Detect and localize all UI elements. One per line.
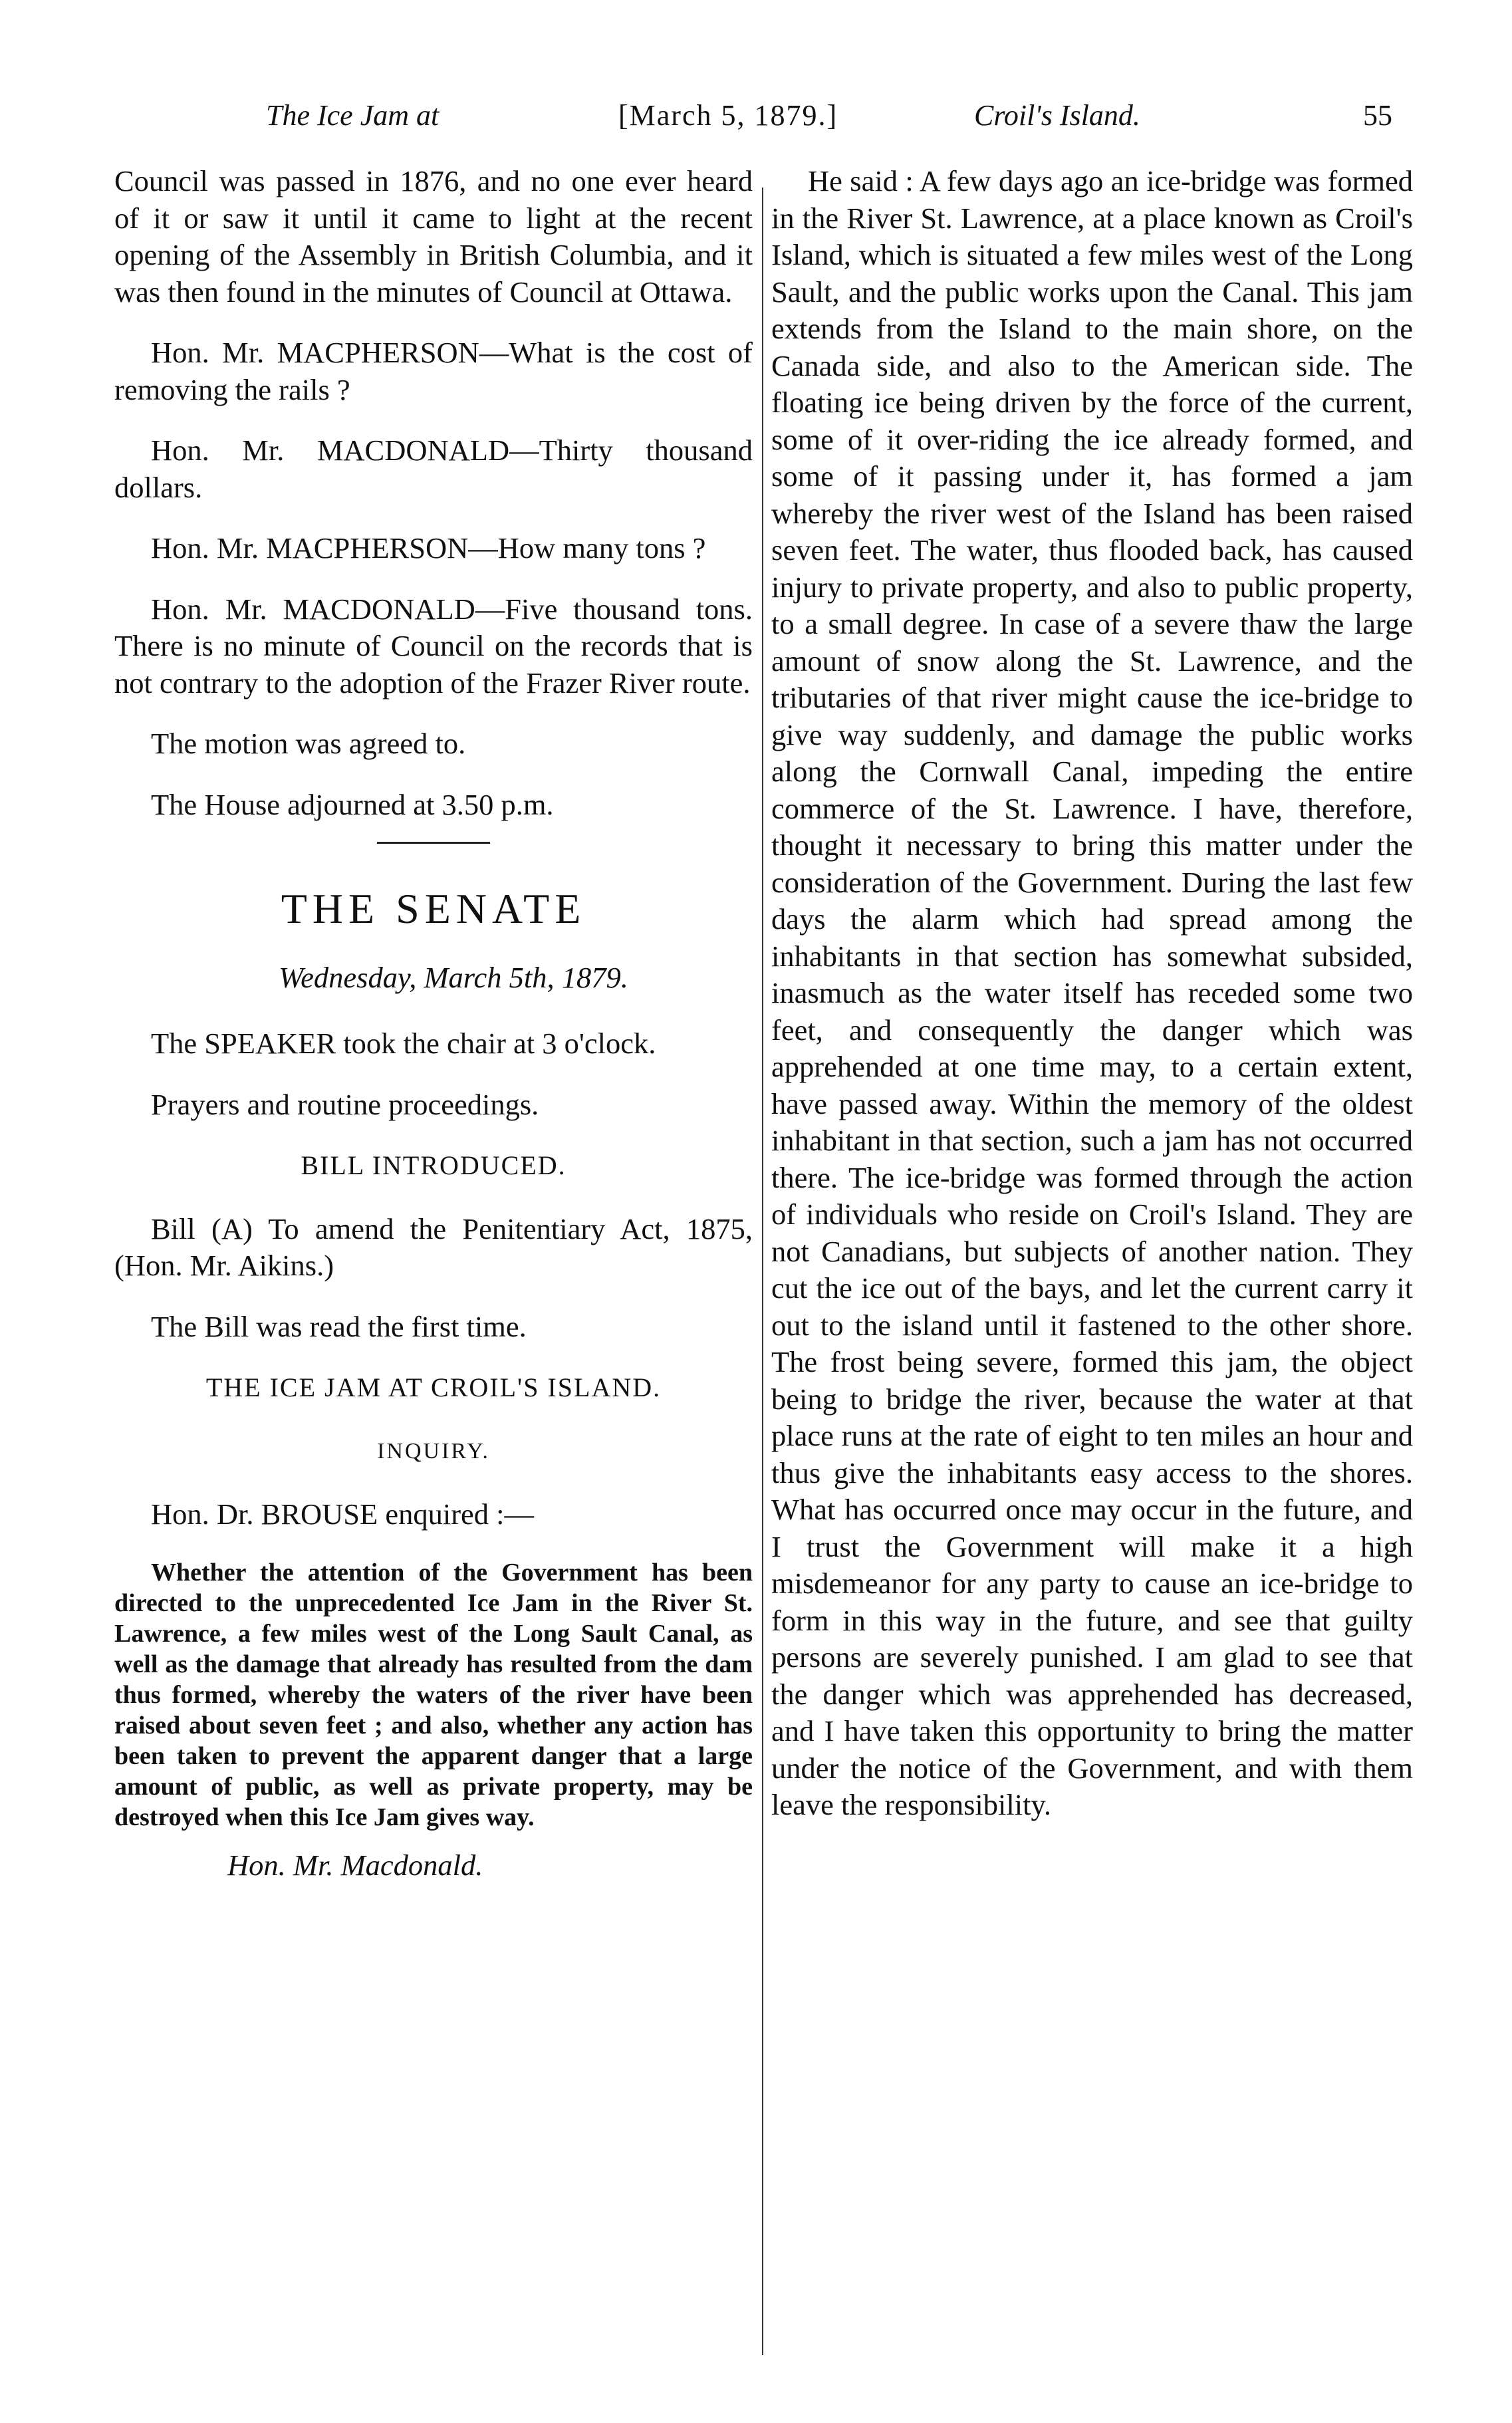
section-title: THE SENATE	[281, 885, 586, 932]
section-separator	[377, 842, 490, 844]
subsection-heading: THE ICE JAM AT CROIL'S ISLAND.	[205, 1372, 662, 1402]
paragraph: Hon. Mr. MACDONALD—Thirty thousand dollars.	[114, 434, 753, 504]
subsection-heading: BILL INTRODUCED.	[301, 1150, 567, 1180]
header-right: Croil's Island.	[974, 99, 1140, 132]
header-left: The Ice Jam at	[266, 99, 440, 132]
header-date: [March 5, 1879.]	[618, 99, 838, 132]
paragraph: The House adjourned at 3.50 p.m.	[151, 787, 554, 821]
inquiry-heading: INQUIRY.	[377, 1438, 490, 1464]
paragraph: The Bill was read the first time.	[151, 1309, 527, 1343]
paragraph: Hon. Mr. MACDONALD—Five thousand tons. There is no minute of Council on the records that is not contrary to the adoption of the Frazer River route.	[114, 592, 753, 700]
page-number: 55	[1363, 99, 1392, 132]
paragraph: Council was passed in 1876, and no one ever heard of it or saw it until it came to light at the recent opening of the Assembly in British Columbia, and it was then found in the minutes of Council at Ottawa.	[114, 164, 753, 309]
session-date: Wednesday, March 5th, 1879.	[279, 960, 628, 994]
inquiry-text: Whether the attention of the Government has been directed to the unprecedented Ice Jam in the River St. Lawrence, a few miles west of the Long Sault Canal, as well as the damage that already has resulted from the dam thus formed, whereby the waters of the river have been raised about seven feet ; and also, whether any action has been taken to prevent the apparent danger that a large amount of public, as well as private property, may be destroyed when this Ice Jam gives way.	[114, 1558, 753, 1831]
speaker-attribution: Hon. Mr. Macdonald.	[227, 1848, 483, 1882]
running-header	[113, 98, 1416, 138]
paragraph: Hon. Mr. MACPHERSON—How many tons ?	[151, 531, 706, 565]
paragraph: Hon. Dr. BROUSE enquired :—	[151, 1497, 535, 1531]
left-column	[114, 163, 753, 1884]
paragraph: Hon. Mr. MACPHERSON—What is the cost of removing the rails ?	[114, 336, 753, 406]
column-divider	[762, 188, 763, 2355]
right-column	[771, 163, 1413, 1824]
paragraph: Bill (A) To amend the Penitentiary Act, 1875, (Hon. Mr. Aikins.)	[114, 1212, 753, 1282]
speech-text: He said : A few days ago an ice-bridge was formed in the River St. Lawrence, at a place known as Croil's Island, which is situated a few miles west of the Long Sault, and the public works upon the Canal. This jam extends from the Island to the main shore, on the Canada side, and also to the American side. The floating ice being driven by the force of the current, some of it over-riding the ice already formed, and some of it passing under it, has formed a jam whereby the river west of the Island has been raised seven feet. The water, thus flooded back, has caused injury to private property, and also to public property, to a small degree. In case of a severe thaw the large amount of snow along the St. Lawrence, and the tributaries of that river might cause the ice-bridge to give way suddenly, and damage the public works along the Cornwall Canal, impeding the entire commerce of the St. Lawrence. I have, therefore, thought it necessary to bring this matter under the consideration of the Government. During the last few days the alarm which had spread among the inhabitants in that section has somewhat subsided, inasmuch as the water itself has receded some two feet, and consequently the danger which was apprehended at one time may, to a certain extent, have passed away. Within the memory of the oldest inhabitant in that section, such a jam has not occurred there. The ice-bridge was formed through the action of individuals who reside on Croil's Island. They are not Canadians, but subjects of another nation. They cut the ice out of the bays, and let the current carry it out to the island until it fastened to the other shore. The frost being severe, formed this jam, the object being to bridge the river, because the water at that place runs at the rate of eight to ten miles an hour and thus give the inhabitants easy access to the shores. What has occurred once may occur in the future, and I trust the Government will make it a high misdemeanor for any party to cause an ice-bridge to form in this way in the future, and see that guilty persons are severely punished. I am glad to see that the danger which was apprehended has decreased, and I have taken this opportunity to bring the matter under the notice of the Government, and with them leave the responsibility.	[771, 164, 1413, 1821]
paragraph: The SPEAKER took the chair at 3 o'clock.	[151, 1027, 656, 1060]
paragraph: Prayers and routine proceedings.	[151, 1087, 539, 1121]
paragraph: The motion was agreed to.	[151, 727, 466, 760]
